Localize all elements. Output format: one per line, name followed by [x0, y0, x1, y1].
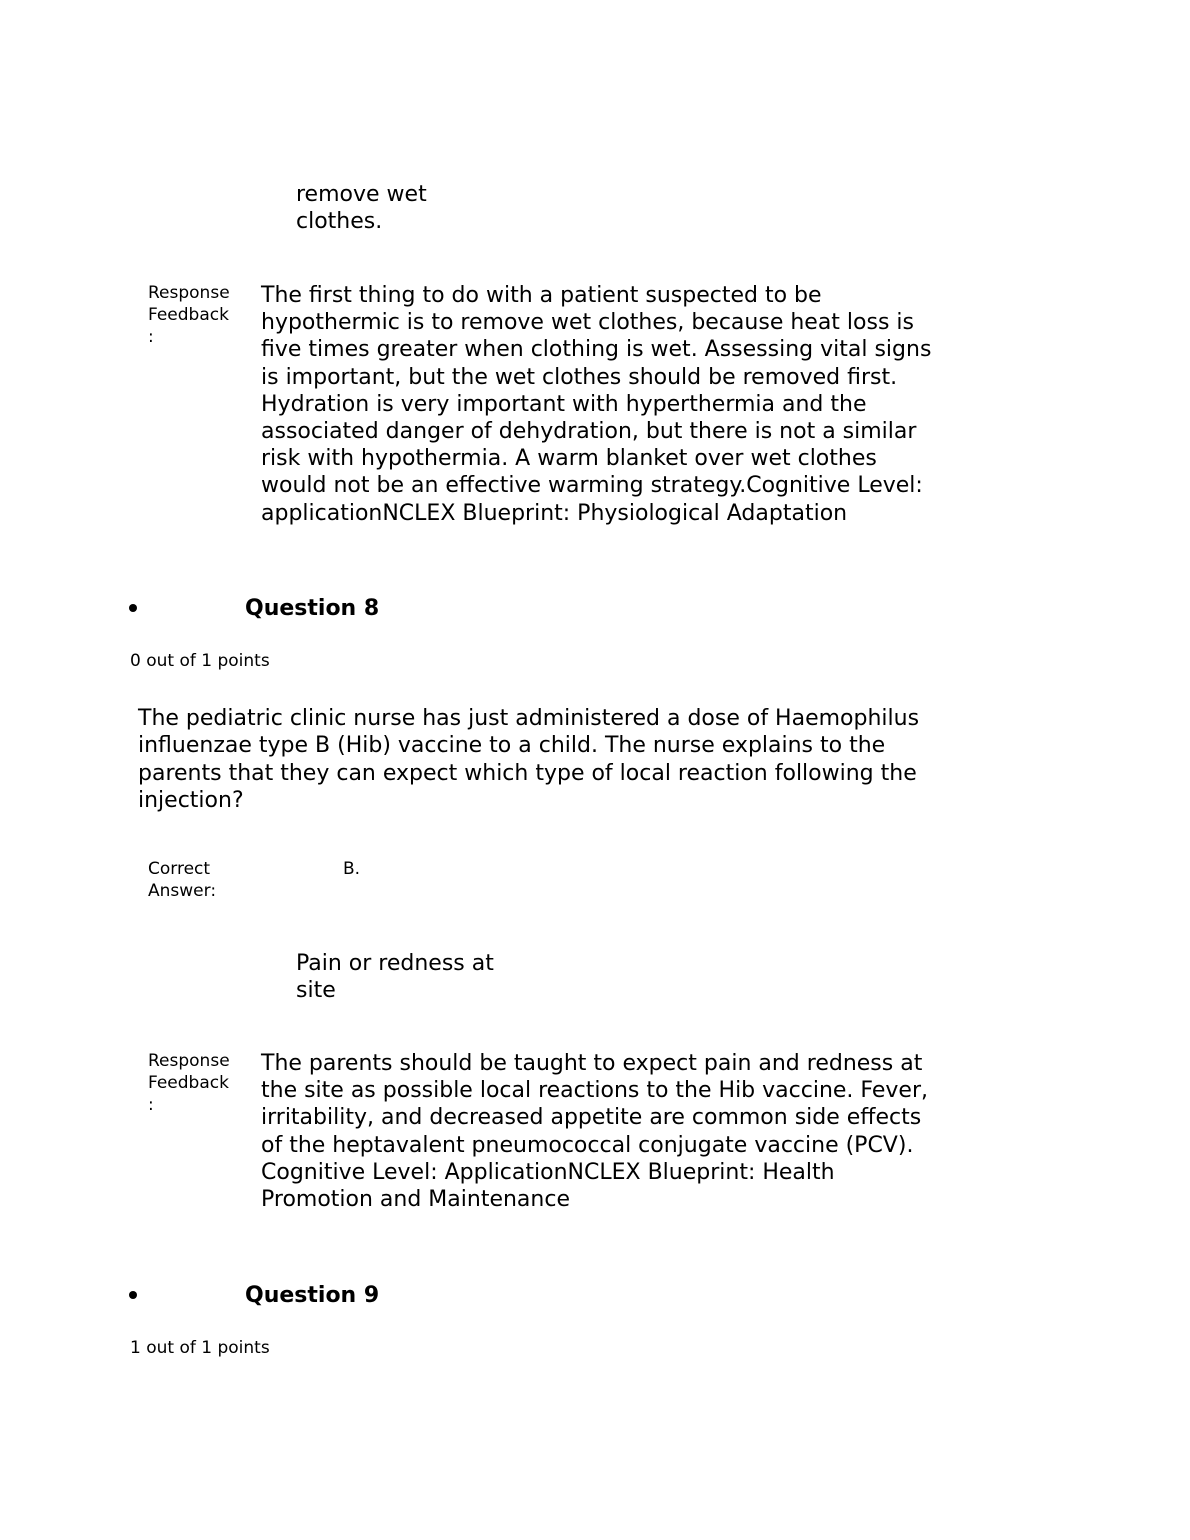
response-feedback-text: The parents should be taught to expect pain and redness at the site as possible local reactions to the Hib vaccine. Fever, irritability, and decreased appetite are common side effects of the heptavalent pneumococcal conjugate vaccine (PCV). Cognitive Level: ApplicationNCLEX Blueprint: Health Promotion and Maintenance	[261, 1051, 928, 1213]
bullet-icon	[129, 1291, 137, 1299]
response-feedback-text: The first thing to do with a patient suspected to be hypothermic is to remove wet clothes, because heat loss is five times greater when clothing is wet. Assessing vital signs is important, but the wet clothes should be removed first. Hydration is very important with hyperthermia and the associated danger of dehydration, but there is not a similar risk with hypothermia. A warm blanket over wet clothes would not be an effective warming strategy.Cognitive Level: applicationNCLEX Blueprint: Physiological Adaptation	[261, 283, 932, 526]
response-feedback-label: Response Feedback :	[148, 1051, 230, 1115]
correct-answer-letter: B.	[343, 859, 361, 879]
question-points: 1 out of 1 points	[130, 1338, 270, 1358]
question-title: Question 8	[245, 596, 380, 621]
bullet-icon	[129, 604, 137, 612]
previous-answer-text: remove wet clothes.	[296, 182, 427, 234]
question-title: Question 9	[245, 1283, 380, 1308]
question-text: The pediatric clinic nurse has just administered a dose of Haemophilus influenzae type B (Hib) vaccine to a child. The nurse explains to the parents that they can expect which type of local reaction following the injection?	[138, 706, 920, 813]
question-points: 0 out of 1 points	[130, 651, 270, 671]
correct-answer-label: Correct Answer:	[148, 859, 217, 901]
response-feedback-label: Response Feedback :	[148, 283, 230, 347]
correct-answer-text: Pain or redness at site	[296, 951, 494, 1003]
